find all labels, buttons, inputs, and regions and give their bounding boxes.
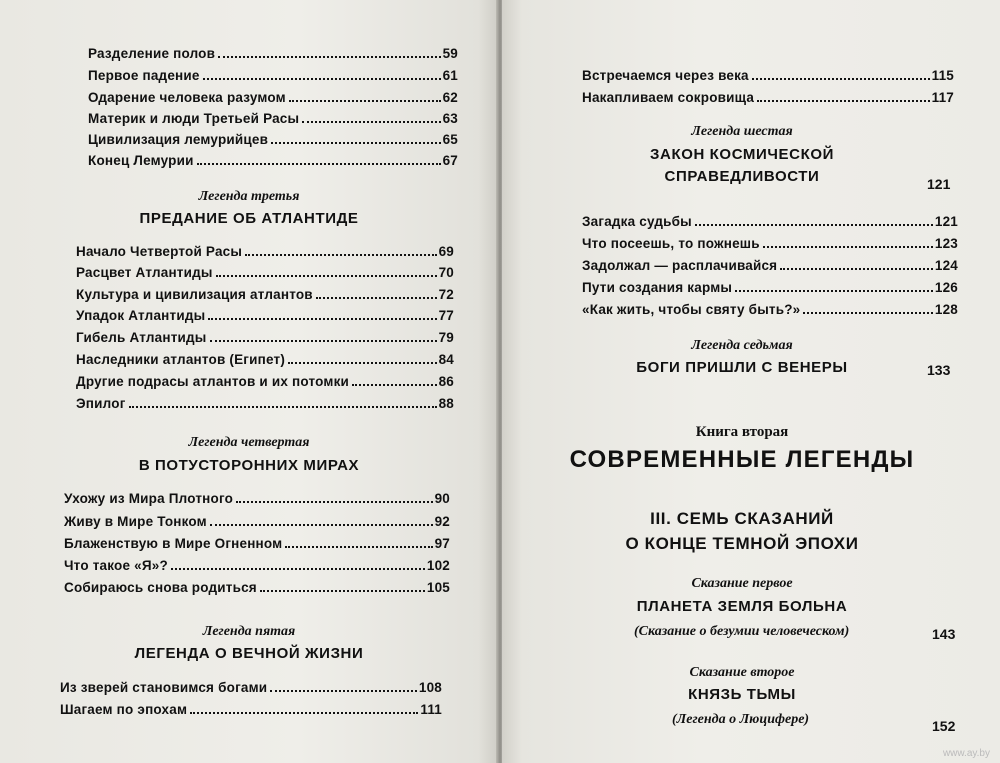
leader-dots xyxy=(352,383,437,386)
toc-entry-title: Конец Лемурии xyxy=(88,153,194,168)
toc-entry-title: Материк и люди Третьей Расы xyxy=(88,111,300,126)
leader-dots xyxy=(302,120,440,123)
toc-entry xyxy=(76,330,454,345)
legend-label: Легенда шестая xyxy=(691,124,793,139)
toc-entry-page: 128 xyxy=(934,302,958,317)
leader-dots xyxy=(695,223,933,226)
legend-title: В ПОТУСТОРОННИХ МИРАХ xyxy=(138,457,360,474)
toc-entry-title: Загадка судьбы xyxy=(582,214,692,229)
toc-entry xyxy=(76,374,454,389)
toc-entry xyxy=(76,352,454,367)
toc-entry-title: Эпилог xyxy=(76,396,126,411)
leader-dots xyxy=(285,545,432,548)
toc-entry-title: Первое падение xyxy=(88,68,200,83)
toc-entry-title: Ухожу из Мира Плотного xyxy=(64,491,234,506)
toc-entry xyxy=(88,46,458,61)
leader-dots xyxy=(129,405,437,408)
legend-title: ПРЕДАНИЕ ОБ АТЛАНТИДЕ xyxy=(139,210,359,227)
toc-entry xyxy=(582,68,954,83)
watermark: www.ay.by xyxy=(942,748,990,759)
toc-entry-page: 105 xyxy=(426,580,450,595)
leader-dots xyxy=(203,77,441,80)
tale-page: 152 xyxy=(932,718,956,734)
toc-entry xyxy=(64,558,450,573)
toc-entry xyxy=(64,514,450,529)
toc-entry xyxy=(64,491,450,506)
toc-entry-page: 67 xyxy=(442,153,458,168)
legend-label: Легенда пятая xyxy=(202,624,296,639)
toc-entry xyxy=(64,580,450,595)
part-title: III. СЕМЬ СКАЗАНИЙ xyxy=(650,509,834,528)
book-label: Книга вторая xyxy=(695,424,789,440)
toc-entry-page: 69 xyxy=(438,244,454,259)
legend-title: ЗАКОН КОСМИЧЕСКОЙ xyxy=(650,146,834,163)
toc-entry-page: 111 xyxy=(420,702,442,717)
toc-entry-page: 77 xyxy=(438,308,454,323)
part-title: О КОНЦЕ ТЕМНОЙ ЭПОХИ xyxy=(625,534,859,553)
toc-entry-title: «Как жить, чтобы святу быть?» xyxy=(582,302,801,317)
toc-entry xyxy=(582,236,958,251)
legend-label: Легенда седьмая xyxy=(691,338,793,353)
toc-entry-page: 63 xyxy=(442,111,458,126)
toc-entry-title: Накапливаем сокровища xyxy=(582,90,755,105)
toc-entry-page: 62 xyxy=(442,90,458,105)
toc-entry xyxy=(76,287,454,302)
toc-entry-title: Блаженствую в Мире Огненном xyxy=(64,536,283,551)
toc-entry-page: 97 xyxy=(434,536,450,551)
toc-entry-page: 65 xyxy=(442,132,458,147)
left-page xyxy=(0,0,498,763)
toc-entry xyxy=(88,111,458,126)
toc-entry-page: 102 xyxy=(426,558,450,573)
toc-entry-title: Цивилизация лемурийцев xyxy=(88,132,269,147)
toc-entry-page: 115 xyxy=(931,68,954,83)
leader-dots xyxy=(271,141,440,144)
toc-entry-title: Наследники атлантов (Египет) xyxy=(76,352,286,367)
toc-entry xyxy=(88,90,458,105)
leader-dots xyxy=(236,500,433,503)
tale-label: Сказание второе xyxy=(689,665,795,680)
right-page xyxy=(502,0,1000,763)
toc-entry-title: Одарение человека разумом xyxy=(88,90,286,105)
legend-title: СПРАВЕДЛИВОСТИ xyxy=(664,168,820,185)
toc-entry-title: Начало Четвертой Расы xyxy=(76,244,243,259)
toc-entry-page: 90 xyxy=(434,491,450,506)
toc-entry-page: 70 xyxy=(438,265,454,280)
toc-entry-title: Живу в Мире Тонком xyxy=(64,514,207,529)
leader-dots xyxy=(171,567,425,570)
leader-dots xyxy=(780,267,933,270)
toc-entry xyxy=(60,680,442,695)
toc-entry-title: Другие подрасы атлантов и их потомки xyxy=(76,374,350,389)
toc-entry-page: 121 xyxy=(934,214,958,229)
toc-entry xyxy=(60,702,442,717)
leader-dots xyxy=(803,311,932,314)
toc-entry xyxy=(76,396,454,411)
tale-title: ПЛАНЕТА ЗЕМЛЯ БОЛЬНА xyxy=(636,598,848,615)
toc-entry-title: Расцвет Атлантиды xyxy=(76,265,213,280)
toc-entry-title: Гибель Атлантиды xyxy=(76,330,207,345)
toc-entry-title: Что такое «Я»? xyxy=(64,558,168,573)
legend-title: ЛЕГЕНДА О ВЕЧНОЙ ЖИЗНИ xyxy=(134,645,364,662)
toc-entry-page: 86 xyxy=(438,374,454,389)
leader-dots xyxy=(210,339,437,342)
toc-entry xyxy=(76,308,454,323)
leader-dots xyxy=(216,274,437,277)
toc-entry-page: 126 xyxy=(934,280,958,295)
leader-dots xyxy=(218,55,440,58)
leader-dots xyxy=(735,289,933,292)
legend-title: БОГИ ПРИШЛИ С ВЕНЕРЫ xyxy=(636,359,848,376)
leader-dots xyxy=(190,711,418,714)
toc-entry xyxy=(88,153,458,168)
toc-entry-title: Из зверей становимся богами xyxy=(60,680,268,695)
toc-entry-title: Задолжал — расплачивайся xyxy=(582,258,778,273)
toc-entry-title: Упадок Атлантиды xyxy=(76,308,206,323)
leader-dots xyxy=(270,689,417,692)
toc-entry-page: 124 xyxy=(934,258,958,273)
toc-entry-title: Встречаемся через века xyxy=(582,68,749,83)
leader-dots xyxy=(288,361,437,364)
legend-label: Легенда третья xyxy=(198,189,300,204)
toc-entry xyxy=(76,265,454,280)
tale-title: КНЯЗЬ ТЬМЫ xyxy=(688,686,796,703)
toc-entry-title: Культура и цивилизация атлантов xyxy=(76,287,313,302)
leader-dots xyxy=(210,523,433,526)
leader-dots xyxy=(752,77,930,80)
toc-entry xyxy=(582,280,958,295)
tale-label: Сказание первое xyxy=(691,576,793,591)
toc-entry-title: Шагаем по эпохам xyxy=(60,702,188,717)
leader-dots xyxy=(197,162,441,165)
toc-entry-title: Собираюсь снова родиться xyxy=(64,580,257,595)
toc-entry-title: Разделение полов xyxy=(88,46,216,61)
leader-dots xyxy=(757,99,929,102)
toc-entry-page: 88 xyxy=(438,396,454,411)
toc-entry xyxy=(88,132,458,147)
toc-entry-page: 117 xyxy=(931,90,954,105)
toc-entry-page: 84 xyxy=(438,352,454,367)
book-title: СОВРЕМЕННЫЕ ЛЕГЕНДЫ xyxy=(569,446,915,473)
toc-entry xyxy=(582,90,954,105)
toc-entry-page: 61 xyxy=(442,68,458,83)
toc-entry-page: 79 xyxy=(438,330,454,345)
leader-dots xyxy=(763,245,933,248)
toc-entry xyxy=(582,258,958,273)
toc-entry-page: 59 xyxy=(442,46,458,61)
toc-entry-page: 72 xyxy=(438,287,454,302)
toc-entry xyxy=(582,302,958,317)
toc-entry xyxy=(88,68,458,83)
toc-entry-page: 92 xyxy=(434,514,450,529)
legend-page: 133 xyxy=(927,362,951,378)
leader-dots xyxy=(245,253,436,256)
toc-entry-title: Пути создания кармы xyxy=(582,280,733,295)
tale-page: 143 xyxy=(932,626,956,642)
leader-dots xyxy=(208,317,436,320)
tale-subtitle: (Легенда о Люцифере) xyxy=(672,712,810,727)
tale-subtitle: (Сказание о безумии человеческом) xyxy=(634,624,850,639)
toc-entry xyxy=(582,214,958,229)
legend-label: Легенда четвертая xyxy=(188,435,310,450)
toc-entry xyxy=(64,536,450,551)
toc-entry-title: Что посеешь, то пожнешь xyxy=(582,236,760,251)
toc-entry-page: 123 xyxy=(934,236,958,251)
leader-dots xyxy=(316,296,437,299)
leader-dots xyxy=(260,589,425,592)
leader-dots xyxy=(289,99,441,102)
toc-entry xyxy=(76,244,454,259)
legend-page: 121 xyxy=(927,176,951,192)
toc-entry-page: 108 xyxy=(418,680,442,695)
